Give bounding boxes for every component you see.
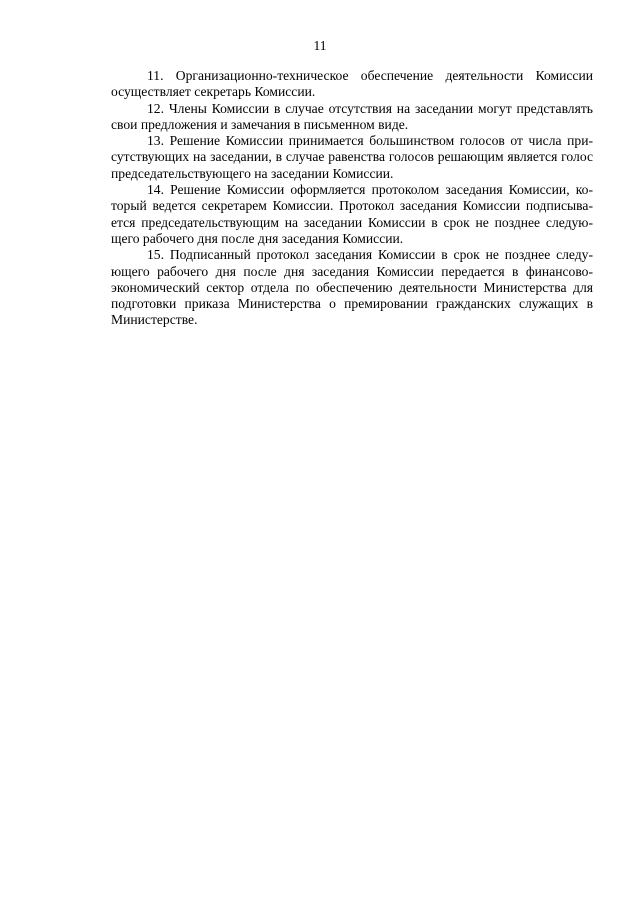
- paragraph-11: 11. Организационно-техническое обеспечение деятельности Комиссии осуществляет секретарь Комиссии.: [111, 68, 593, 100]
- paragraph-13: 13. Решение Комиссии принимается большинством голосов от числа присутствующих на заседании, в случае равенства голосов решающим является голос председательствующего на заседании Комиссии.: [111, 133, 593, 181]
- document-body: [111, 68, 593, 329]
- paragraph-12: 12. Члены Комиссии в случае отсутствия на заседании могут представлять свои предложения и замечания в письменном виде.: [111, 100, 593, 132]
- paragraph-15: 15. Подписанный протокол заседания Комиссии в срок не позднее следующего рабочего дня после дня заседания Комиссии передается в финансово-экономический сектор отдела по обеспечению деятельности Министерства для подготовки приказа Министерства о премировании гражданских служащих в Министерстве.: [111, 247, 593, 328]
- page-number: 11: [313, 38, 327, 53]
- paragraph-14: 14. Решение Комиссии оформляется протоколом заседания Комиссии, который ведется секретарем Комиссии. Протокол заседания Комиссии подписывается председательствующим на заседании Комиссии в срок не позднее следующего рабочего дня после дня заседания Комиссии.: [111, 182, 593, 246]
